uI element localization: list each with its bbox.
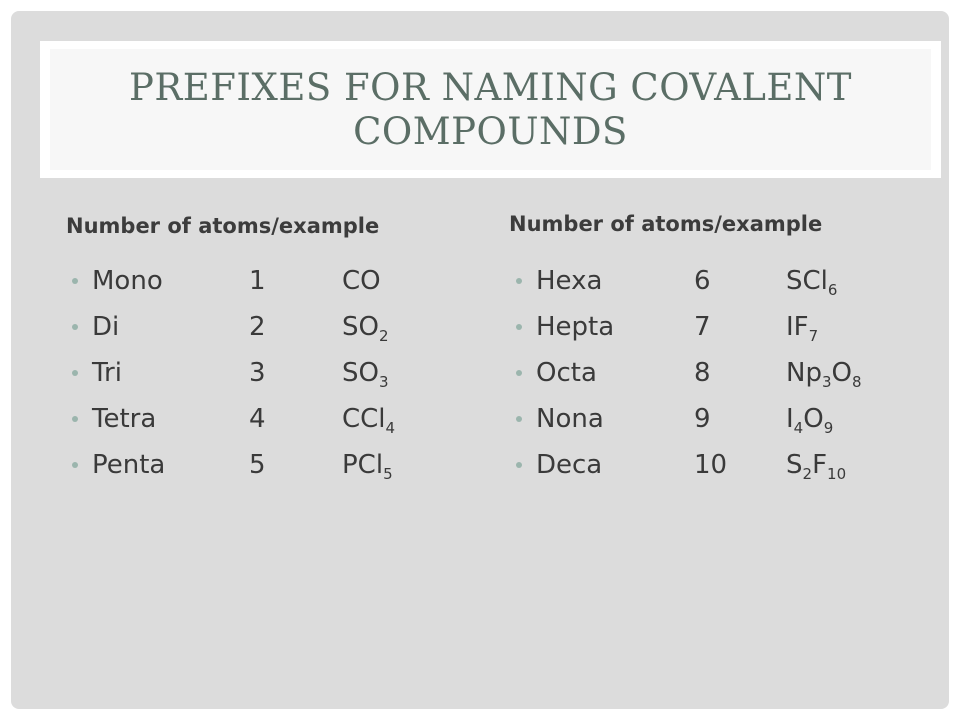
- atom-count: 4: [249, 404, 266, 434]
- atom-count: 8: [694, 358, 711, 388]
- example-formula: [342, 404, 395, 437]
- formula-element: CO: [342, 266, 381, 296]
- formula-element: Np: [786, 358, 822, 388]
- example-formula: [342, 312, 389, 345]
- title-inner: [50, 49, 931, 170]
- formula-element: CCl: [342, 404, 386, 434]
- slide: [11, 11, 949, 709]
- formula-subscript: 4: [385, 419, 396, 437]
- atom-count: 3: [249, 358, 266, 388]
- formula-subscript: 3: [378, 373, 389, 391]
- example-formula: [342, 358, 389, 391]
- example-formula: [786, 358, 862, 391]
- atom-count: 9: [694, 404, 711, 434]
- list-item: [72, 266, 472, 312]
- list-item: [516, 312, 936, 358]
- list-item: [516, 404, 936, 450]
- atom-count: 6: [694, 266, 711, 296]
- prefix-name: Deca: [536, 450, 603, 480]
- bullet-icon: [72, 278, 78, 284]
- bullet-icon: [516, 462, 522, 468]
- formula-element: F: [812, 450, 828, 480]
- formula-subscript: 8: [851, 373, 862, 391]
- formula-element: IF: [786, 312, 809, 342]
- bullet-icon: [72, 416, 78, 422]
- bullet-icon: [72, 462, 78, 468]
- list-item: [72, 450, 472, 496]
- prefix-name: Nona: [536, 404, 604, 434]
- example-formula: [786, 266, 837, 299]
- example-formula: [342, 450, 393, 483]
- list-item: [516, 358, 936, 404]
- formula-subscript: 2: [378, 327, 389, 345]
- prefix-name: Tetra: [92, 404, 157, 434]
- list-item: [72, 404, 472, 450]
- bullet-icon: [516, 416, 522, 422]
- prefix-name: Hexa: [536, 266, 603, 296]
- prefix-name: Octa: [536, 358, 597, 388]
- bullet-icon: [516, 278, 522, 284]
- formula-element: S: [786, 450, 803, 480]
- formula-element: O: [803, 404, 824, 434]
- bullet-icon: [72, 324, 78, 330]
- formula-element: SO: [342, 312, 379, 342]
- formula-element: PCl: [342, 450, 384, 480]
- example-formula: [786, 450, 846, 483]
- formula-element: O: [831, 358, 852, 388]
- slide-title: PREFIXES FOR NAMING COVALENT COMPOUNDS: [129, 65, 852, 153]
- example-formula: [786, 312, 818, 345]
- formula-subscript: 4: [793, 419, 804, 437]
- prefix-name: Mono: [92, 266, 163, 296]
- formula-subscript: 6: [827, 281, 838, 299]
- formula-element: SO: [342, 358, 379, 388]
- example-formula: [342, 266, 381, 296]
- bullet-icon: [72, 370, 78, 376]
- bullet-icon: [516, 324, 522, 330]
- atom-count: 7: [694, 312, 711, 342]
- formula-element: SCl: [786, 266, 828, 296]
- atom-count: 2: [249, 312, 266, 342]
- formula-subscript: 5: [383, 465, 393, 483]
- list-item: [516, 266, 936, 312]
- prefix-name: Di: [92, 312, 120, 342]
- prefix-name: Tri: [92, 358, 122, 388]
- formula-element: I: [786, 404, 794, 434]
- formula-subscript: 2: [802, 465, 813, 483]
- atom-count: 10: [694, 450, 728, 480]
- bullet-icon: [516, 370, 522, 376]
- title-box: [40, 41, 941, 178]
- list-item: [72, 358, 472, 404]
- list-item: [72, 312, 472, 358]
- left-column-header: Number of atoms/example: [66, 214, 380, 238]
- right-column-header: Number of atoms/example: [509, 212, 823, 236]
- prefix-name: Hepta: [536, 312, 615, 342]
- right-prefix-list: [516, 266, 936, 496]
- example-formula: [786, 404, 833, 437]
- list-item: [516, 450, 936, 496]
- atom-count: 5: [249, 450, 266, 480]
- formula-subscript: 3: [821, 373, 832, 391]
- left-prefix-list: [72, 266, 472, 496]
- formula-subscript: 7: [808, 327, 819, 345]
- atom-count: 1: [249, 266, 266, 296]
- formula-subscript: 9: [823, 419, 834, 437]
- formula-subscript: 10: [827, 465, 847, 483]
- prefix-name: Penta: [92, 450, 166, 480]
